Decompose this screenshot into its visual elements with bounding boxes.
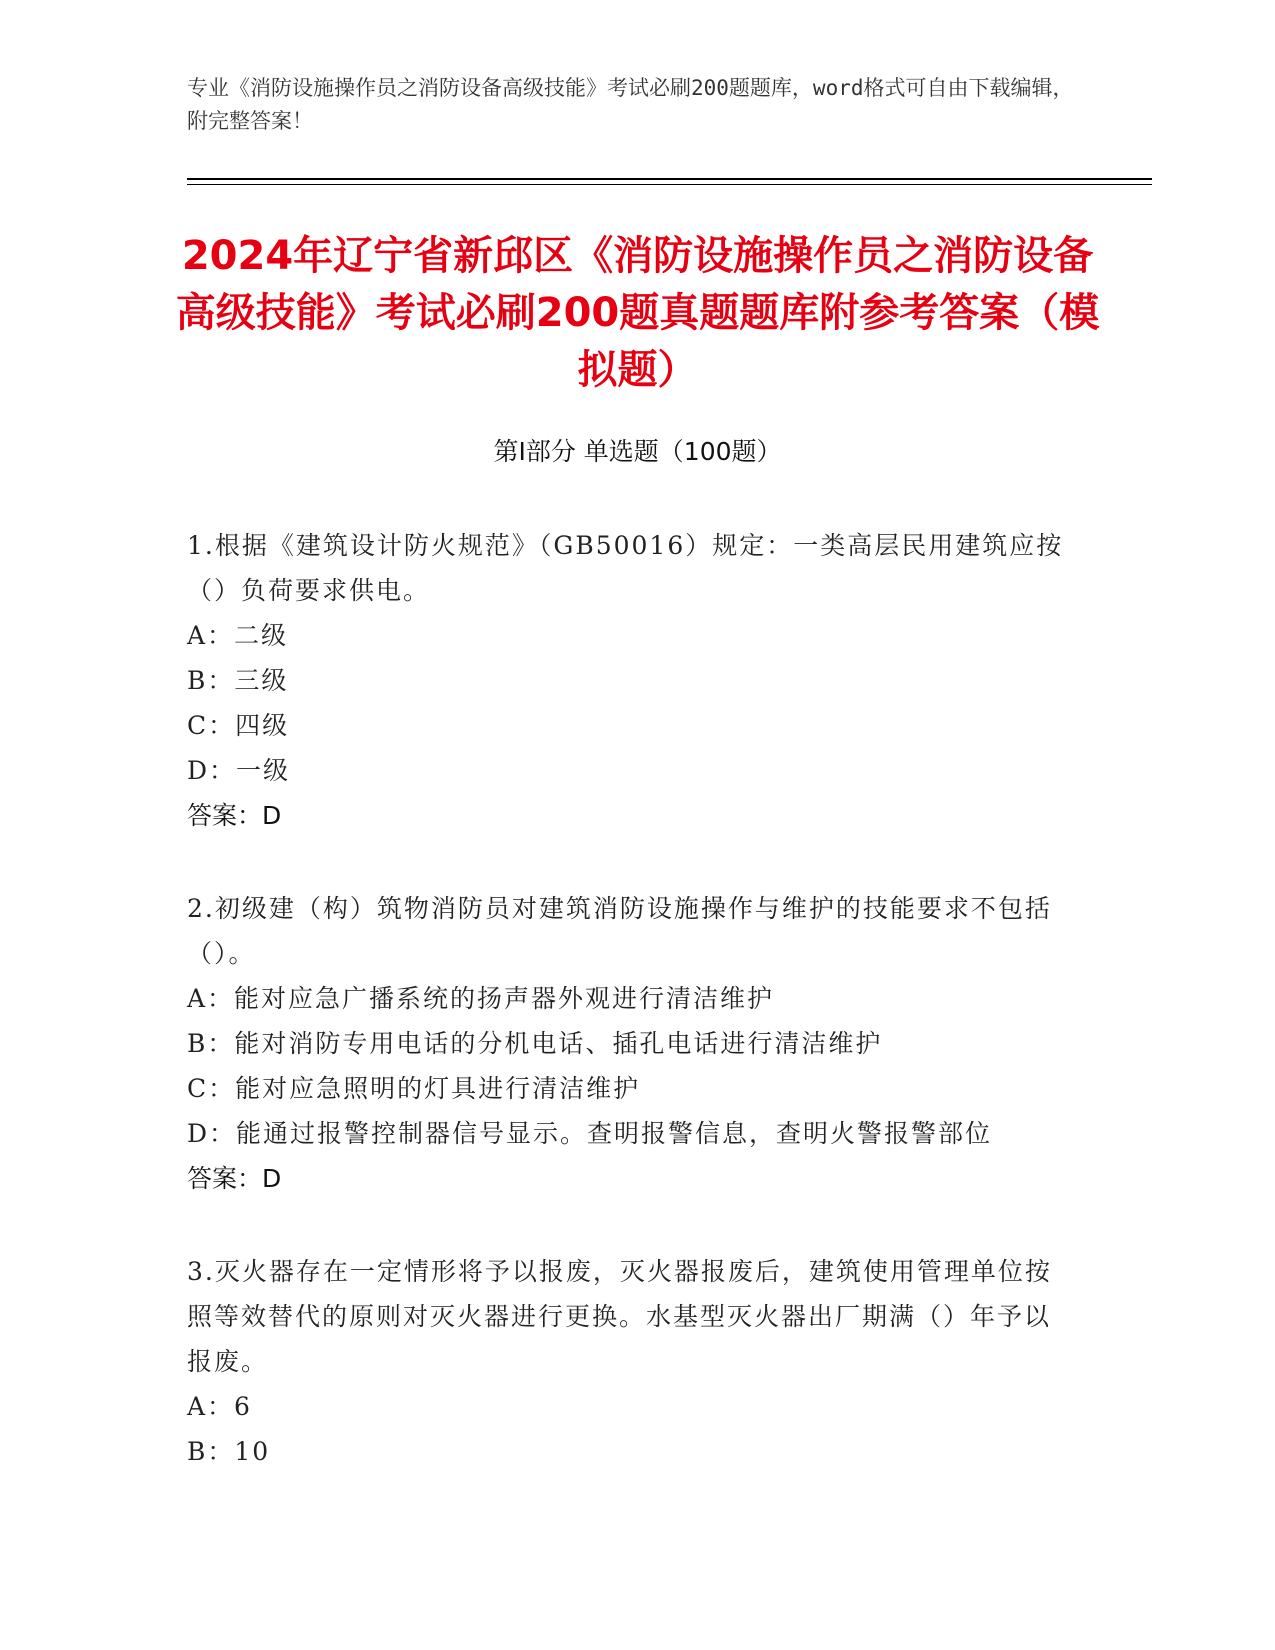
- option-a: A：能对应急广播系统的扬声器外观进行清洁维护: [187, 984, 775, 1013]
- option-a: A：二级: [187, 621, 289, 650]
- document-title: 2024年辽宁省新邱区《消防设施操作员之消防设备高级技能》考试必刷200题真题题库附参考答案（模拟题）: [175, 233, 1100, 393]
- question-stem: 2.初级建（构）筑物消防员对建筑消防设施操作与维护的技能要求不包括（）。: [187, 894, 1052, 968]
- question-list: [187, 523, 1077, 1521]
- header-divider-thick: [187, 178, 1152, 180]
- header-note: 专业《消防设施操作员之消防设备高级技能》考试必刷200题题库，word格式可自由下载编辑，附完整答案！: [187, 76, 1074, 133]
- option-c: C：能对应急照明的灯具进行清洁维护: [187, 1074, 641, 1103]
- option-c: C：四级: [187, 711, 290, 740]
- option-d: D：一级: [187, 756, 291, 785]
- answer: 答案：D: [187, 1164, 282, 1193]
- section-title: 第Ⅰ部分 单选题（100题）: [493, 437, 782, 466]
- option-d: D：能通过报警控制器信号显示。查明报警信息，查明火警报警部位: [187, 1119, 993, 1148]
- question-2: [187, 886, 1077, 1202]
- answer: 答案：D: [187, 801, 282, 830]
- option-b: B：能对消防专用电话的分机电话、插孔电话进行清洁维护: [187, 1029, 883, 1058]
- question-1: [187, 523, 1077, 839]
- question-stem: 1.根据《建筑设计防火规范》（GB50016）规定：一类高层民用建筑应按（）负荷要求供电。: [187, 531, 1064, 605]
- option-b: B：10: [187, 1437, 271, 1466]
- question-stem: 3.灭火器存在一定情形将予以报废，灭火器报废后，建筑使用管理单位按照等效替代的原则对灭火器进行更换。水基型灭火器出厂期满（）年予以报废。: [187, 1257, 1052, 1376]
- header-divider-thin: [187, 184, 1152, 185]
- option-a: A：6: [187, 1392, 252, 1421]
- question-3: [187, 1249, 1077, 1474]
- option-b: B：三级: [187, 666, 289, 695]
